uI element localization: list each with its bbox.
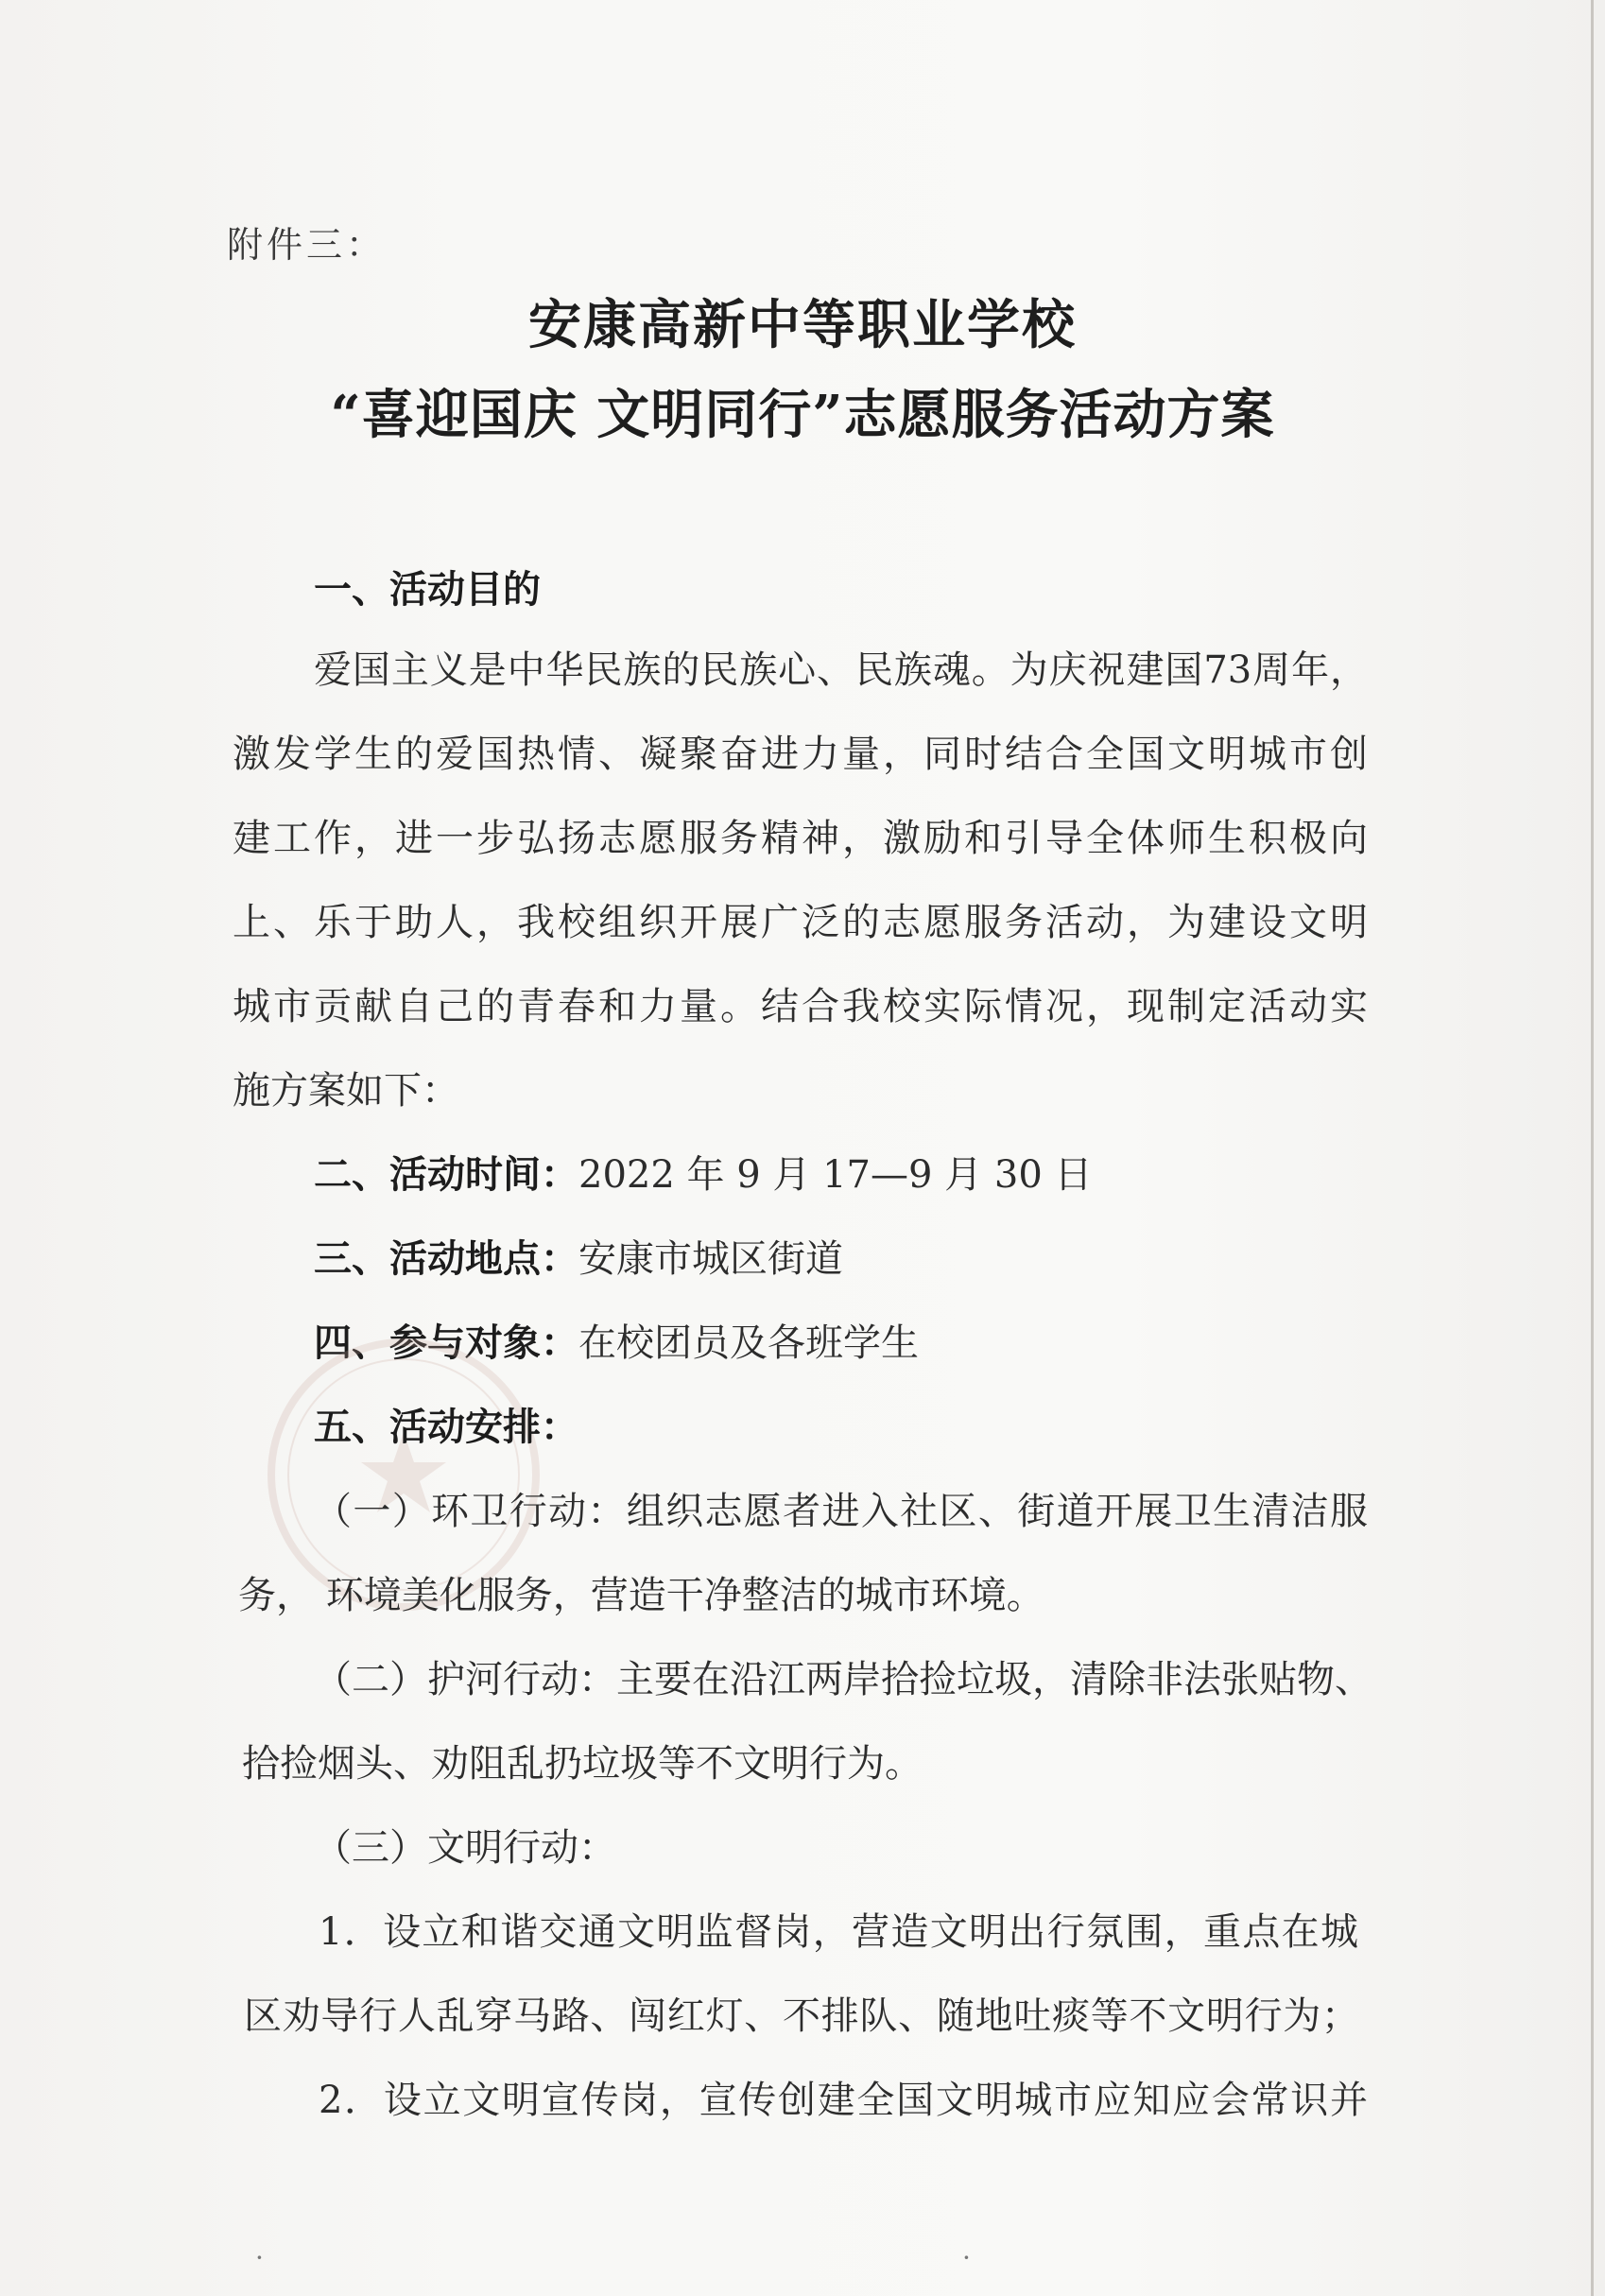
section3-value: 安康市城区街道 (578, 1237, 843, 1281)
section3-label: 三、活动地点： (314, 1236, 578, 1281)
paragraph-line: 区劝导行人乱穿马路、闯红灯、不排队、随地吐痰等不文明行为； (244, 1994, 1359, 2038)
section2-value: 2022 年 9 月 17—9 月 30 日 (578, 1153, 1093, 1197)
paragraph-line: 城市贡献自己的青春和力量。结合我校实际情况，现制定活动实 (233, 985, 1368, 1028)
paragraph-line: 施方案如下： (233, 1069, 459, 1113)
section5-heading: 五、活动安排： (314, 1405, 578, 1449)
paragraph-line: 建工作，进一步弘扬志愿服务精神，激励和引导全体师生积极向 (233, 817, 1368, 860)
paragraph-line: 1．设立和谐交通文明监督岗，营造文明出行氛围，重点在城 (319, 1910, 1358, 1954)
section1-heading: 一、活动目的 (314, 567, 541, 612)
document-title-line1: 安康高新中等职业学校 (528, 294, 1077, 356)
paragraph-line: （二）护河行动：主要在沿江两岸拾捡垃圾，清除非法张贴物、 (314, 1658, 1372, 1701)
paragraph-line: 务， 环境美化服务，营造干净整洁的城市环境。 (238, 1574, 1044, 1617)
section2-time (314, 1145, 1093, 1199)
paragraph-line: 拾捡烟头、劝阻乱扔垃圾等不文明行为。 (242, 1742, 923, 1786)
section4-value: 在校团员及各班学生 (578, 1321, 919, 1365)
section2-label: 二、活动时间： (314, 1152, 578, 1197)
paragraph-line: （一）环卫行动：组织志愿者进入社区、街道开展卫生清洁服 (314, 1490, 1368, 1533)
paragraph-line: 爱国主义是中华民族的民族心、民族魂。为庆祝建国73周年， (314, 648, 1368, 692)
paragraph-line: 激发学生的爱国热情、凝聚奋进力量，同时结合全国文明城市创 (233, 733, 1368, 776)
section4-label: 四、参与对象： (314, 1321, 578, 1365)
item3-heading: （三）文明行动： (314, 1826, 616, 1870)
paragraph-line: 2．设立文明宣传岗，宣传创建全国文明城市应知应会常识并 (319, 2079, 1368, 2122)
attachment-label: 附件三： (227, 224, 387, 266)
section3-location (314, 1229, 843, 1283)
document-title-line2: “喜迎国庆 文明同行”志愿服务活动方案 (330, 384, 1275, 446)
binding-hole-mark: · (962, 2242, 971, 2273)
paragraph-line: 上、乐于助人，我校组织开展广泛的志愿服务活动，为建设文明 (233, 901, 1368, 944)
binding-hole-mark: · (255, 2242, 264, 2273)
